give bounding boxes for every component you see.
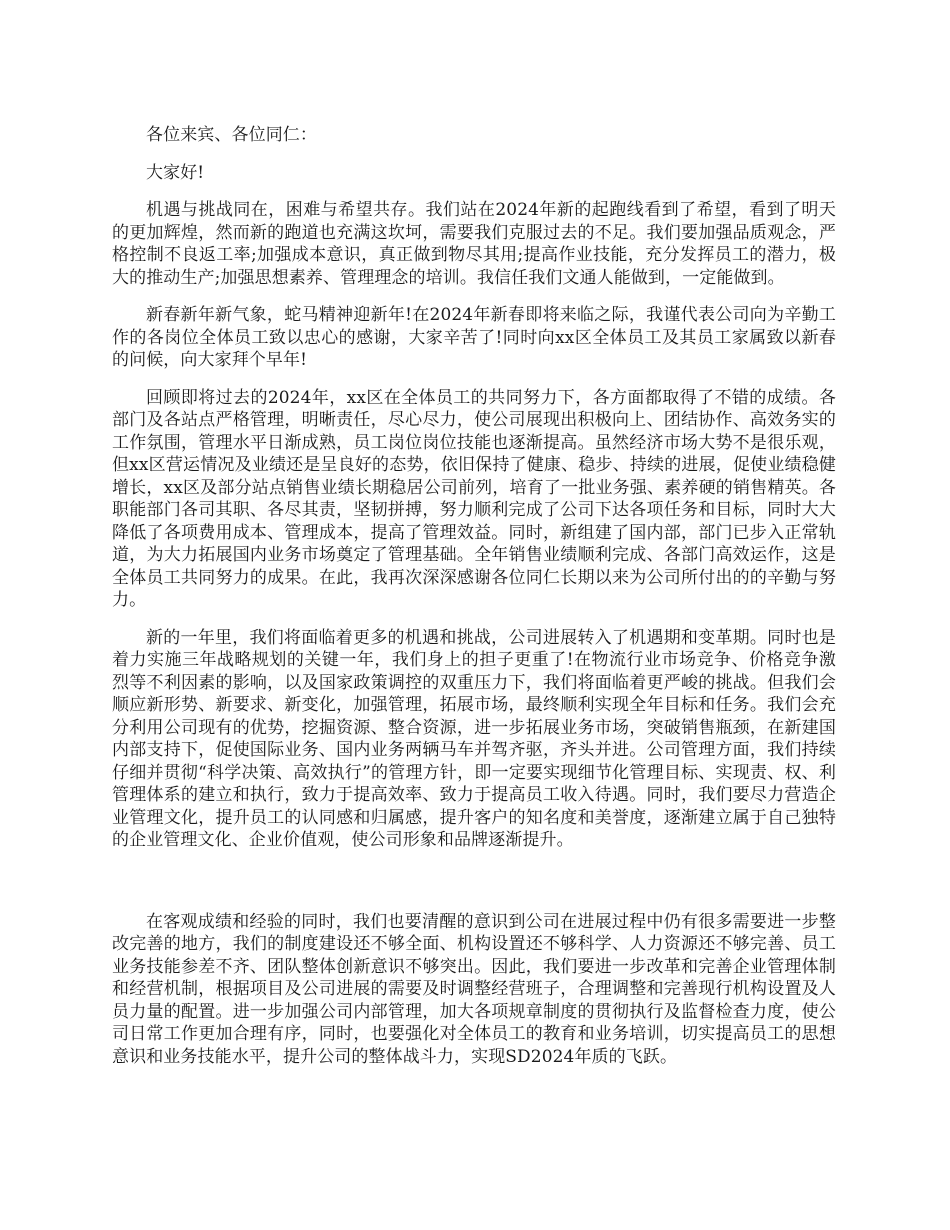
salutation-line: 大家好! bbox=[146, 162, 205, 183]
paragraph-opportunity: 机遇与挑战同在，困难与希望共存。我们站在2024年新的起跑线看到了希望，看到了明天的更加辉煌，然而新的跑道也充满这坎坷，需要我们克服过去的不足。我们要加强品质观念，严格控制不良返工率;加强成本意识，真正做到物尽其用;提高作业技能，充分发挥员工的潜力，极大的推动生产;加强思想素养、管理理念的培训。我信任我们文通人能做到，一定能做到。 bbox=[112, 200, 836, 288]
greeting-line: 各位来宾、各位同仁： bbox=[146, 125, 317, 145]
paragraph-outlook: 新的一年里，我们将面临着更多的机遇和挑战，公司进展转入了机遇期和变革期。同时也是着力实施三年战略规划的关键一年，我们身上的担子更重了!在物流行业市场竞争、价格竞争激烈等不利因素的影响，以及国家政策调控的双重压力下，我们将面临着更严峻的挑战。但我们会顺应新形势、新要求、新变化，加强管理，拓展市场，最终顺利实现全年目标和任务。我们会充分利用公司现有的优势，挖掘资源、整合资源，进一步拓展业务市场，突破销售瓶颈，在新建国内部支持下，促使国际业务、国内业务两辆马车并驾齐驱，齐头并进。公司管理方面，我们持续仔细并贯彻“科学决策、高效执行”的管理方针，即一定要实现细节化管理目标、实现责、权、利管理体系的建立和执行，致力于提高效率、致力于提高员工收入待遇。同时，我们要尽力营造企业管理文化，提升员工的认同感和归属感，提升客户的知名度和美誉度，逐渐建立属于自己独特的企业管理文化、企业价值观，使公司形象和品牌逐渐提升。 bbox=[112, 627, 836, 850]
paragraph-review: 回顾即将过去的2024年，xx区在全体员工的共同努力下，各方面都取得了不错的成绩。各部门及各站点严格管理，明晰责任，尽心尽力，使公司展现出积极向上、团结协作、高效务实的工作氛围，管理水平日渐成熟，员工岗位岗位技能也逐渐提高。虽然经济市场大势不是很乐观，但xx区营运情况及业绩还是呈良好的态势，依旧保持了健康、稳步、持续的进展，促使业绩稳健增长，xx区及部分站点销售业绩长期稳居公司前列，培育了一批业务强、素养硬的销售精英。各职能部门各司其职、各尽其责，坚韧拼搏，努力顺利完成了公司下达各项任务和目标，同时大大降低了各项费用成本、管理成本，提高了管理效益。同时，新组建了国内部，部门已步入正常轨道，为大力拓展国内业务市场奠定了管理基础。全年销售业绩顺利完成、各部门高效运作，这是全体员工共同努力的成果。在此，我再次深深感谢各位同仁长期以来为公司所付出的的辛勤与努力。 bbox=[112, 387, 836, 610]
paragraph-improvement: 在客观成绩和经验的同时，我们也要清醒的意识到公司在进展过程中仍有很多需要进一步整改完善的地方，我们的制度建设还不够全面、机构设置还不够科学、人力资源还不够完善、员工业务技能参差不齐、团队整体创新意识不够突出。因此，我们要进一步改革和完善企业管理体制和经营机制，根据项目及公司进展的需要及时调整经营班子，合理调整和完善现行机构设置及人员力量的配置。进一步加强公司内部管理，加大各项规章制度的贯彻执行及监督检查力度，使公司日常工作更加合理有序，同时，也要强化对全体员工的教育和业务培训，切实提高员工的思想意识和业务技能水平，提升公司的整体战斗力，实现SD2024年质的飞跃。 bbox=[112, 911, 836, 1067]
paragraph-new-year: 新春新年新气象，蛇马精神迎新年!在2024年新春即将来临之际，我谨代表公司向为辛勤工作的各岗位全体员工致以忠心的感谢，大家辛苦了!同时向xx区全体员工及其员工家属致以新春的问候，向大家拜个早年! bbox=[112, 305, 836, 370]
document-body bbox=[112, 124, 836, 1083]
paragraph-spacer bbox=[112, 867, 836, 911]
